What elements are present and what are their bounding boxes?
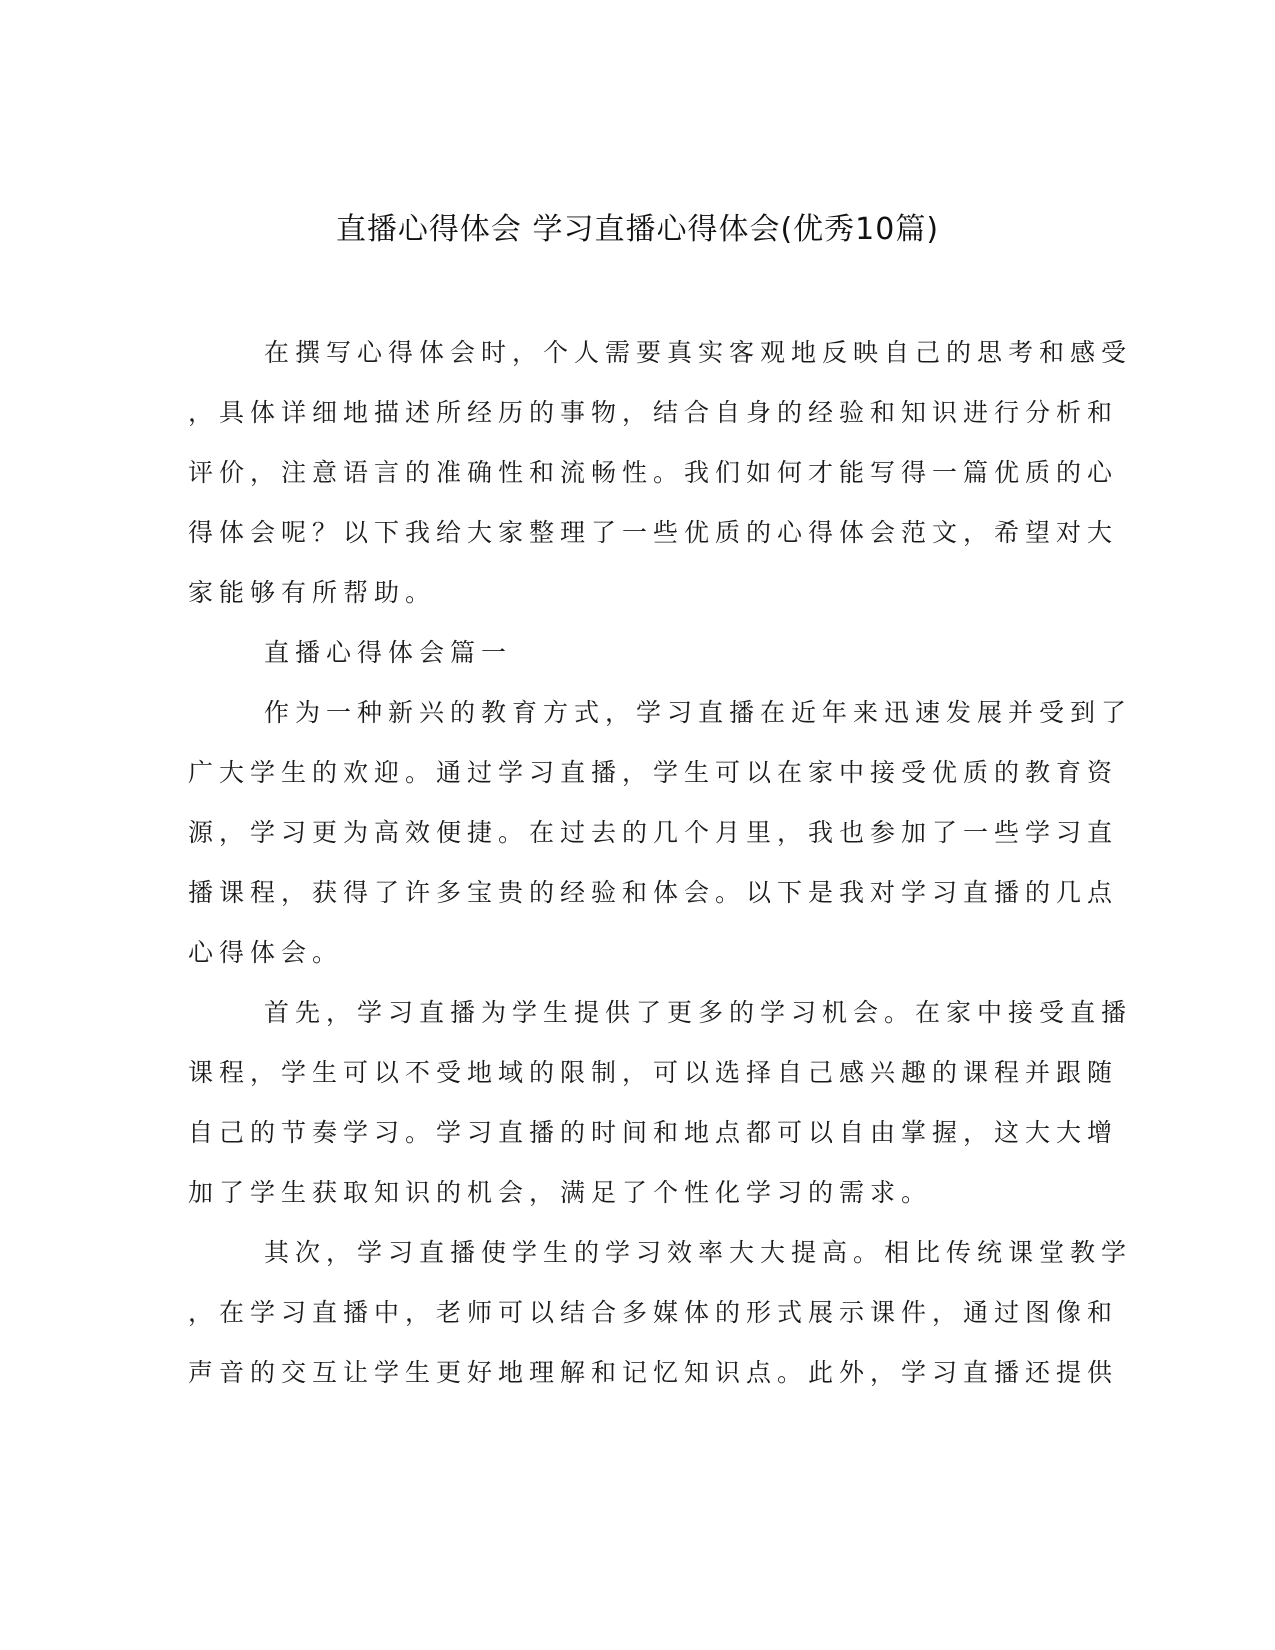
paragraph-line: 源，学习更为高效便捷。在过去的几个月里，我也参加了一些学习直 — [188, 818, 1119, 847]
paragraph-line: 评价，注意语言的准确性和流畅性。我们如何才能写得一篇优质的心 — [188, 458, 1119, 487]
paragraph-line: 家能够有所帮助。 — [188, 578, 437, 607]
paragraph-line: 首先，学习直播为学生提供了更多的学习机会。在家中接受直播 — [264, 998, 1133, 1027]
paragraph-line: 心得体会。 — [188, 938, 344, 967]
paragraph-line: 在撰写心得体会时，个人需要真实客观地反映自己的思考和感受 — [264, 338, 1133, 367]
paragraph-line: 得体会呢？以下我给大家整理了一些优质的心得体会范文，希望对大 — [188, 518, 1119, 547]
document-body — [188, 323, 1133, 1403]
paragraph-line: 广大学生的欢迎。通过学习直播，学生可以在家中接受优质的教育资 — [188, 758, 1119, 787]
paragraph-line: 自己的节奏学习。学习直播的时间和地点都可以自由掌握，这大大增 — [188, 1118, 1119, 1147]
paragraph-line: 播课程，获得了许多宝贵的经验和体会。以下是我对学习直播的几点 — [188, 878, 1119, 907]
document-title: 直播心得体会 学习直播心得体会(优秀10篇) — [335, 212, 940, 247]
paragraph-line: ，具体详细地描述所经历的事物，结合自身的经验和知识进行分析和 — [188, 398, 1119, 427]
section-heading: 直播心得体会篇一 — [264, 638, 513, 667]
paragraph-line: 声音的交互让学生更好地理解和记忆知识点。此外，学习直播还提供 — [188, 1358, 1119, 1387]
paragraph-line: 作为一种新兴的教育方式，学习直播在近年来迅速发展并受到了 — [264, 698, 1133, 727]
paragraph-line: 加了学生获取知识的机会，满足了个性化学习的需求。 — [188, 1178, 933, 1207]
paragraph-line: 课程，学生可以不受地域的限制，可以选择自己感兴趣的课程并跟随 — [188, 1058, 1119, 1087]
paragraph-line: 其次，学习直播使学生的学习效率大大提高。相比传统课堂教学 — [264, 1238, 1133, 1267]
paragraph-line: ，在学习直播中，老师可以结合多媒体的形式展示课件，通过图像和 — [188, 1298, 1119, 1327]
